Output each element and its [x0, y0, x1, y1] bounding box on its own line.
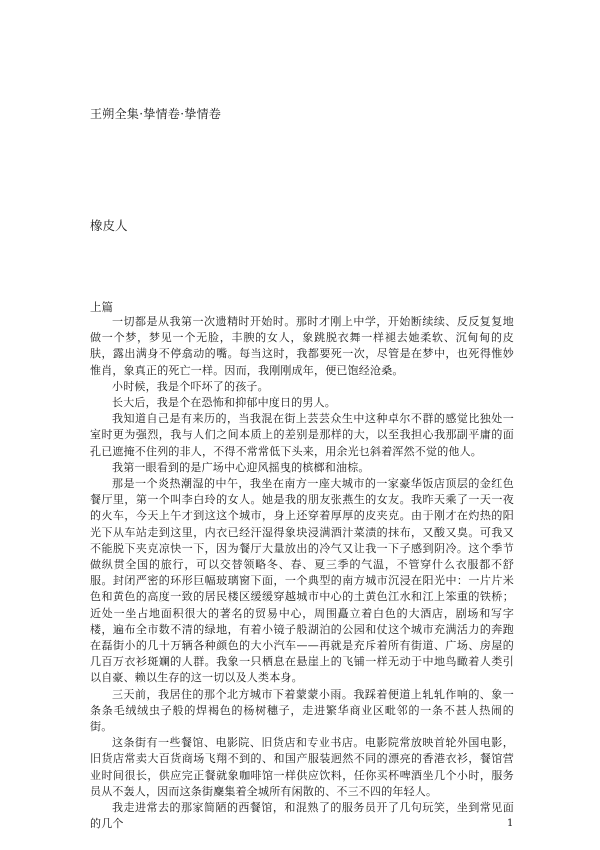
- page-number: 1: [507, 818, 514, 829]
- paragraph: 长大后，我是个在恐怖和抑郁中度日的男人。: [112, 396, 336, 410]
- paragraph: 一切都是从我第一次遗精时开始时。那时才刚上中学，开始断续续、反反复复地做一个梦，梦见一个无脸，丰腴的女人，象跳脱衣舞一样褪去她柔软、沉甸甸的皮肤，露出满身不停翕动的嘴。每当这时，我都要死一次，尽管是在梦中，也死得惟妙惟肖，象真正的死亡一样。因而，我刚刚成年，便已饱经沧桑。: [90, 315, 514, 377]
- part-title: 上篇: [90, 300, 113, 314]
- paragraph: 三天前，我居住的那个北方城市下着蒙蒙小雨。我踩着便道上轧轧作响的、象一条条毛绒绒虫子般的焊褐色的杨树穗子，走进繁华商业区毗邻的一条不甚人热闹的街。: [90, 687, 514, 734]
- book-header: 王朔全集·挚情卷·挚情卷: [90, 107, 222, 121]
- paragraph: 这条街有一些餐馆、电影院、旧货店和专业书店。电影院常放映首轮外国电影，旧货店常卖大百货商场飞翔不到的、和国产服装迥然不同的漂亮的香港衣衫，餐馆营业时间很长，供应完正餐就象咖啡馆一样供应饮料，任你买杯啤酒坐几个小时，服务员从不轰人，因而这条街麇集着全城所有闲散的、不三不四的年轻人。: [90, 736, 514, 798]
- paragraph: 我走进常去的那家简陋的西餐馆，和混熟了的服务员开了几句玩笑，坐到常见面的几个: [90, 801, 514, 831]
- paragraph: 我第一眼看到的是广场中心迎风摇曳的槟榔和油棕。: [112, 460, 370, 474]
- chapter-title: 橡皮人: [90, 218, 128, 233]
- paragraph: 那是一个炎热潮湿的中午，我坐在南方一座大城市的一家豪华饭店顶层的金红色餐厅里，第一个叫李白玲的女人。她是我的朋友张燕生的女友。我昨天乘了一天一夜的火车，今天上午才到这这个城市，身上还穿着厚厚的皮夹克。由于刚才在灼热的阳光下从车站走到这里，内衣已经汗湿得象块浸满酒汁菜渍的抹布，又酸又臭。可我又不能脱下夹克凉快一下，因为餐厅大量放出的冷气又让我一下子感到阴冷。这个季节做纵贯全国的旅行，可以交替领略冬、春、夏三季的气温，不管穿什么衣服都不舒服。封闭严密的环形巨幅玻璃窗下面，一个典型的南方城市沉浸在阳光中：一片片米色和黄色的高度一致的居民楼区缓缓穿越城市中心的土黄色江水和江上笨重的铁桥；近处一坐占地面积很大的著名的贸易中心，周围矗立着白色的大酒店，剧场和写字楼，遍布全市数不清的绿地，有着小镜子般湖泊的公园和仗这个城市充满活力的奔跑在磊街小的几十万辆各种颜色的大小汽车——再就是充斥着所有街道、广场、房屋的几百万衣衫斑斓的人群。我象一只栖息在悬崖上的飞铺一样无动于中地鸟瞰着人类引以自豪、赖以生存的这一切以及人类本身。: [90, 477, 514, 685]
- paragraph: 我知道自己是有来历的，当我混在街上芸芸众生中这种卓尔不群的感觉比独处一室时更为强烈，我与人们之间本质上的差别是那样的大，以至我担心我那副平庸的面孔已遮掩不住列的非人，不得不常常低下头来，用余光乜斜着浑然不觉的他人。: [90, 412, 514, 458]
- body-text: [90, 314, 514, 833]
- paragraph: 小时候，我是个吓坏了的孩子。: [112, 379, 269, 393]
